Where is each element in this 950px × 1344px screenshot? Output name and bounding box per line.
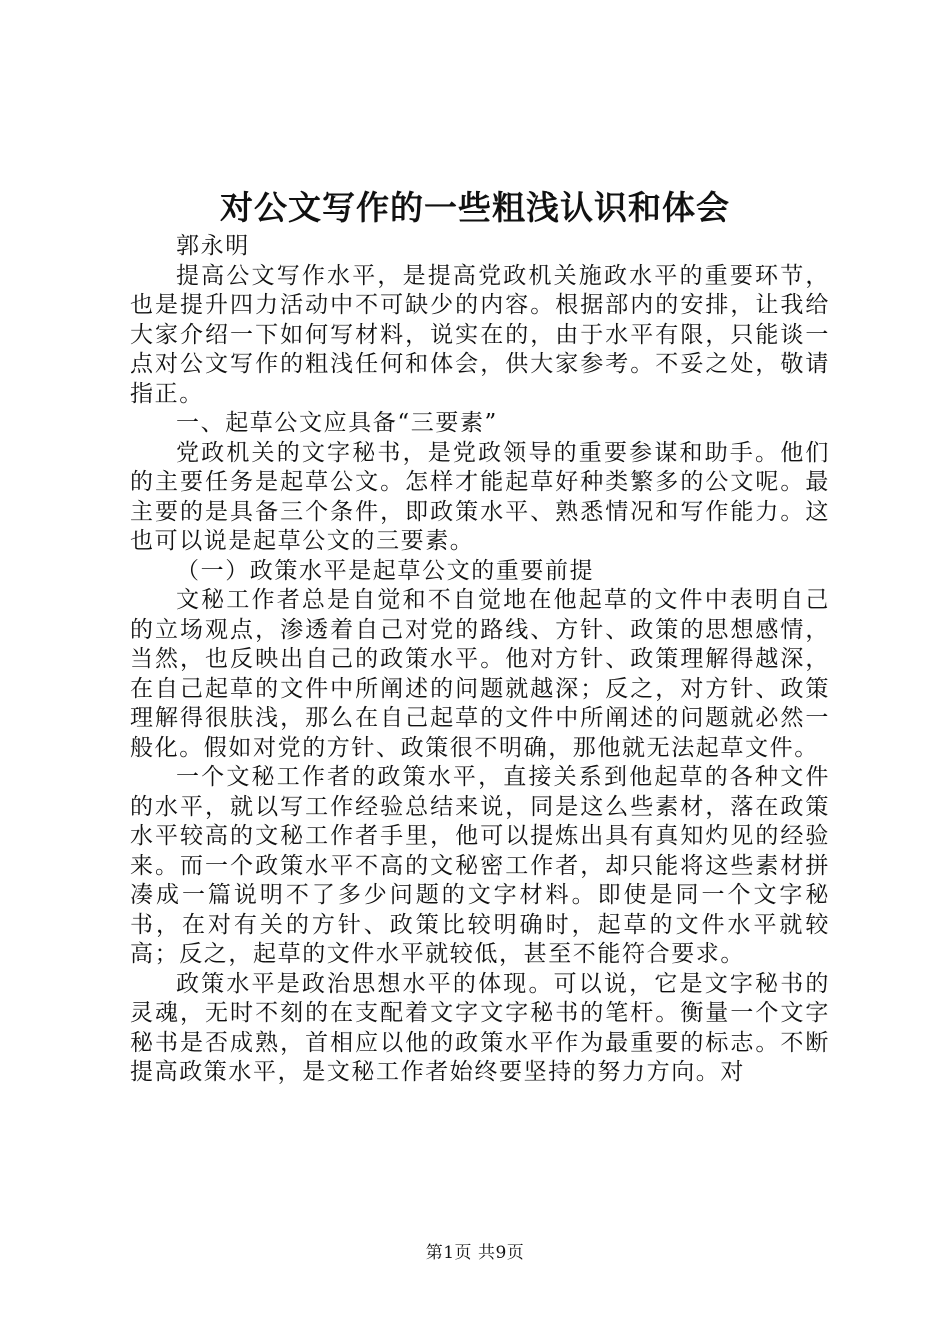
author-name: 郭永明: [176, 233, 250, 259]
page-number-footer: 第1页 共9页: [425, 1243, 525, 1263]
document-body: [130, 232, 830, 1088]
document-title: 对公文写作的一些粗浅认识和体会: [220, 188, 730, 227]
subsection-heading-1: （一）政策水平是起草公文的重要前提: [176, 557, 595, 584]
paragraph-intro: 提高公文写作水平，是提高党政机关施政水平的重要环节，也是提升四力活动中不可缺少的内容。根据部内的安排，让我给大家介绍一下如何写材料，说实在的，由于水平有限，只能谈一点对公文写作的粗浅任何和体会，供大家参考。不妥之处，敬请指正。: [130, 262, 830, 407]
section-heading-1: 一、起草公文应具备“三要素”: [176, 410, 498, 436]
paragraph-policy-soul: 政策水平是政治思想水平的体现。可以说，它是文字秘书的灵魂，无时不刻的在支配着文字文字秘书的笔杆。衡量一个文字秘书是否成熟，首相应以他的政策水平作为最重要的标志。不断提高政策水平，是文秘工作者始终要坚持的努力方向。对: [130, 970, 830, 1085]
paragraph-policy-level: 一个文秘工作者的政策水平，直接关系到他起草的各种文件的水平，就以写工作经验总结来说，同是这么些素材，落在政策水平较高的文秘工作者手里，他可以提炼出具有真知灼见的经验来。而一个政策水平不高的文秘密工作者，却只能将这些素材拼凑成一篇说明不了多少问题的文字材料。即使是同一个文字秘书，在对有关的方针、政策比较明确时，起草的文件水平就较高；反之，起草的文件水平就较低，甚至不能符合要求。: [130, 764, 830, 967]
paragraph-secretary-role: 党政机关的文字秘书，是党政领导的重要参谋和助手。他们的主要任务是起草公文。怎样才能起草好种类繁多的公文呢。最主要的是具备三个条件，即政策水平、熟悉情况和写作能力。这也可以说是起草公文的三要素。: [130, 439, 830, 554]
paragraph-policy-stance: 文秘工作者总是自觉和不自觉地在他起草的文件中表明自己的立场观点，渗透着自己对党的路线、方针、政策的思想感情，当然，也反映出自己的政策水平。他对方针、政策理解得越深，在自己起草的文件中所阐述的问题就越深；反之，对方针、政策理解得很肤浅，那么在自己起草的文件中所阐述的问题就必然一般化。假如对党的方针、政策很不明确，那他就无法起草文件。: [130, 587, 830, 761]
